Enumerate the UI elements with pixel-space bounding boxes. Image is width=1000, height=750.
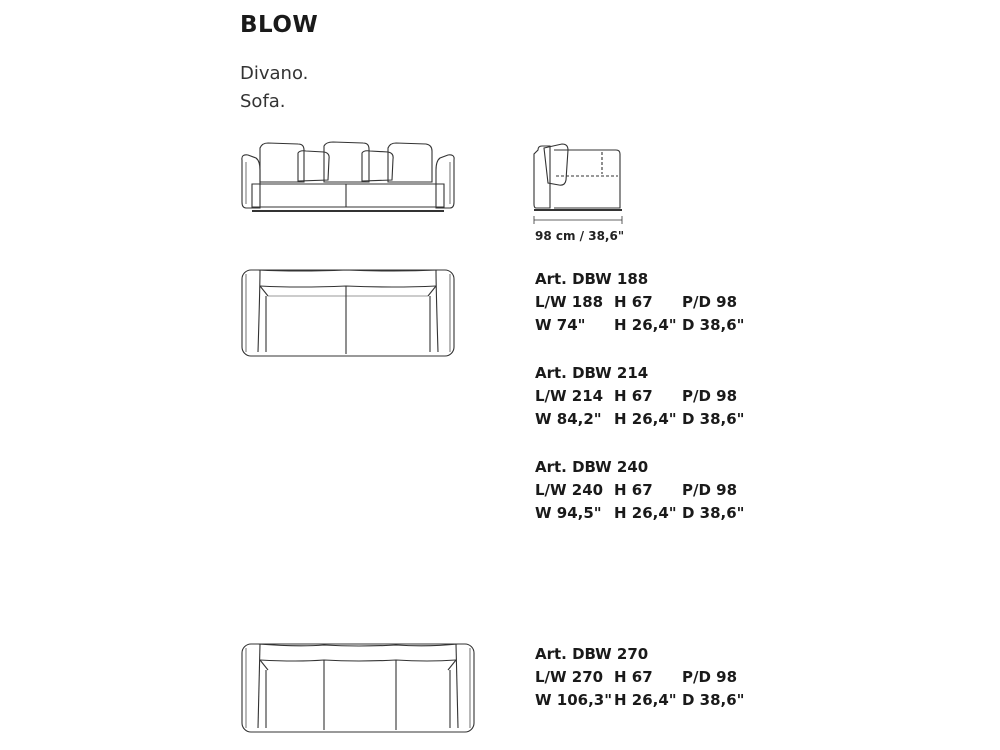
height-cm: H 67 — [614, 293, 653, 311]
width-inches: W 106,3" — [535, 691, 613, 709]
height-cm: H 67 — [614, 481, 653, 499]
height-inches: H 26,4" — [614, 410, 677, 428]
height-cm: H 67 — [614, 668, 653, 686]
depth-inches: D 38,6" — [682, 504, 745, 522]
width-inches: W 74" — [535, 316, 586, 334]
article-code: Art. DBW 214 — [535, 364, 649, 382]
depth-cm: P/D 98 — [682, 481, 738, 499]
depth-dimension-label: 98 cm / 38,6" — [535, 229, 625, 243]
length-cm: L/W 214 — [535, 387, 604, 405]
width-inches: W 84,2" — [535, 410, 602, 428]
article-code: Art. DBW 270 — [535, 645, 649, 663]
height-inches: H 26,4" — [614, 691, 677, 709]
sofa-plan-view-2-seat — [238, 266, 458, 360]
sofa-front-view-drawing — [238, 140, 458, 216]
width-inches: W 94,5" — [535, 504, 602, 522]
sofa-plan-view-3-seat — [238, 640, 478, 736]
height-inches: H 26,4" — [614, 316, 677, 334]
depth-inches: D 38,6" — [682, 691, 745, 709]
height-cm: H 67 — [614, 387, 653, 405]
sofa-side-view-drawing — [530, 140, 630, 226]
depth-inches: D 38,6" — [682, 316, 745, 334]
length-cm: L/W 240 — [535, 481, 604, 499]
article-code: Art. DBW 240 — [535, 458, 649, 476]
depth-cm: P/D 98 — [682, 293, 738, 311]
depth-inches: D 38,6" — [682, 410, 745, 428]
height-inches: H 26,4" — [614, 504, 677, 522]
length-cm: L/W 188 — [535, 293, 604, 311]
subtitle-english: Sofa. — [240, 91, 286, 112]
depth-cm: P/D 98 — [682, 387, 738, 405]
length-cm: L/W 270 — [535, 668, 604, 686]
article-code: Art. DBW 188 — [535, 270, 649, 288]
subtitle-italian: Divano. — [240, 63, 309, 84]
depth-cm: P/D 98 — [682, 668, 738, 686]
product-title: BLOW — [240, 12, 319, 38]
